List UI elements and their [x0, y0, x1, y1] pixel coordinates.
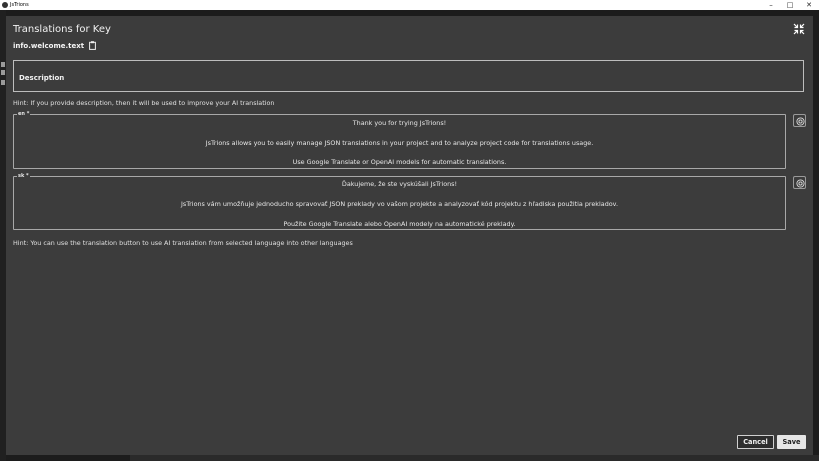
translation-field-sk[interactable] [13, 173, 786, 230]
app-logo-icon [2, 2, 8, 8]
translation-hint: Hint: You can use the translation button to use AI translation from selected language into other languages [13, 239, 353, 247]
openai-icon [796, 117, 805, 126]
app-title: JsTrions [10, 2, 29, 8]
maximize-icon[interactable]: □ [786, 1, 794, 9]
translation-line: Use Google Translate or OpenAI models for automatic translations. [292, 158, 507, 166]
translation-field-en[interactable] [13, 111, 786, 169]
translation-line: JsTrions vám umožňuje jednoducho spravovať JSON preklady vo vašom projekte a analyzovať kód projektu z hľadiska použitia prekladov. [181, 200, 618, 208]
translation-key-row [13, 41, 96, 50]
translation-line: JsTrions allows you to easily manage JSON translations in your project and to analyze project code for translations usage. [205, 139, 594, 147]
openai-icon [796, 179, 805, 188]
translation-key: info.welcome.text [13, 41, 85, 50]
language-code-label: sk * [18, 173, 29, 179]
cancel-button[interactable]: Cancel [737, 435, 774, 449]
collapse-icon[interactable] [793, 23, 805, 35]
translation-line: Thank you for trying JsTrions! [352, 119, 447, 127]
background-panel [130, 455, 819, 461]
minimize-icon[interactable]: – [769, 1, 773, 9]
description-field[interactable] [13, 60, 804, 92]
translations-dialog [6, 16, 813, 455]
copy-clipboard-icon[interactable] [89, 41, 96, 50]
description-hint: Hint: If you provide description, then it will be used to improve your AI translation [13, 99, 275, 107]
ai-translate-button-en[interactable] [793, 114, 806, 127]
close-icon[interactable]: ✕ [806, 1, 812, 9]
save-button[interactable]: Save [777, 435, 806, 449]
description-label: Description [19, 74, 65, 82]
ai-translate-button-sk[interactable] [793, 176, 806, 189]
translation-line: Použite Google Translate alebo OpenAI modely na automatické preklady. [283, 220, 516, 228]
language-code-label: en * [18, 111, 30, 117]
translation-line: Ďakujeme, že ste vyskúšali JsTrions! [341, 180, 458, 188]
window-titlebar [0, 0, 819, 10]
dialog-title: Translations for Key [13, 24, 111, 35]
